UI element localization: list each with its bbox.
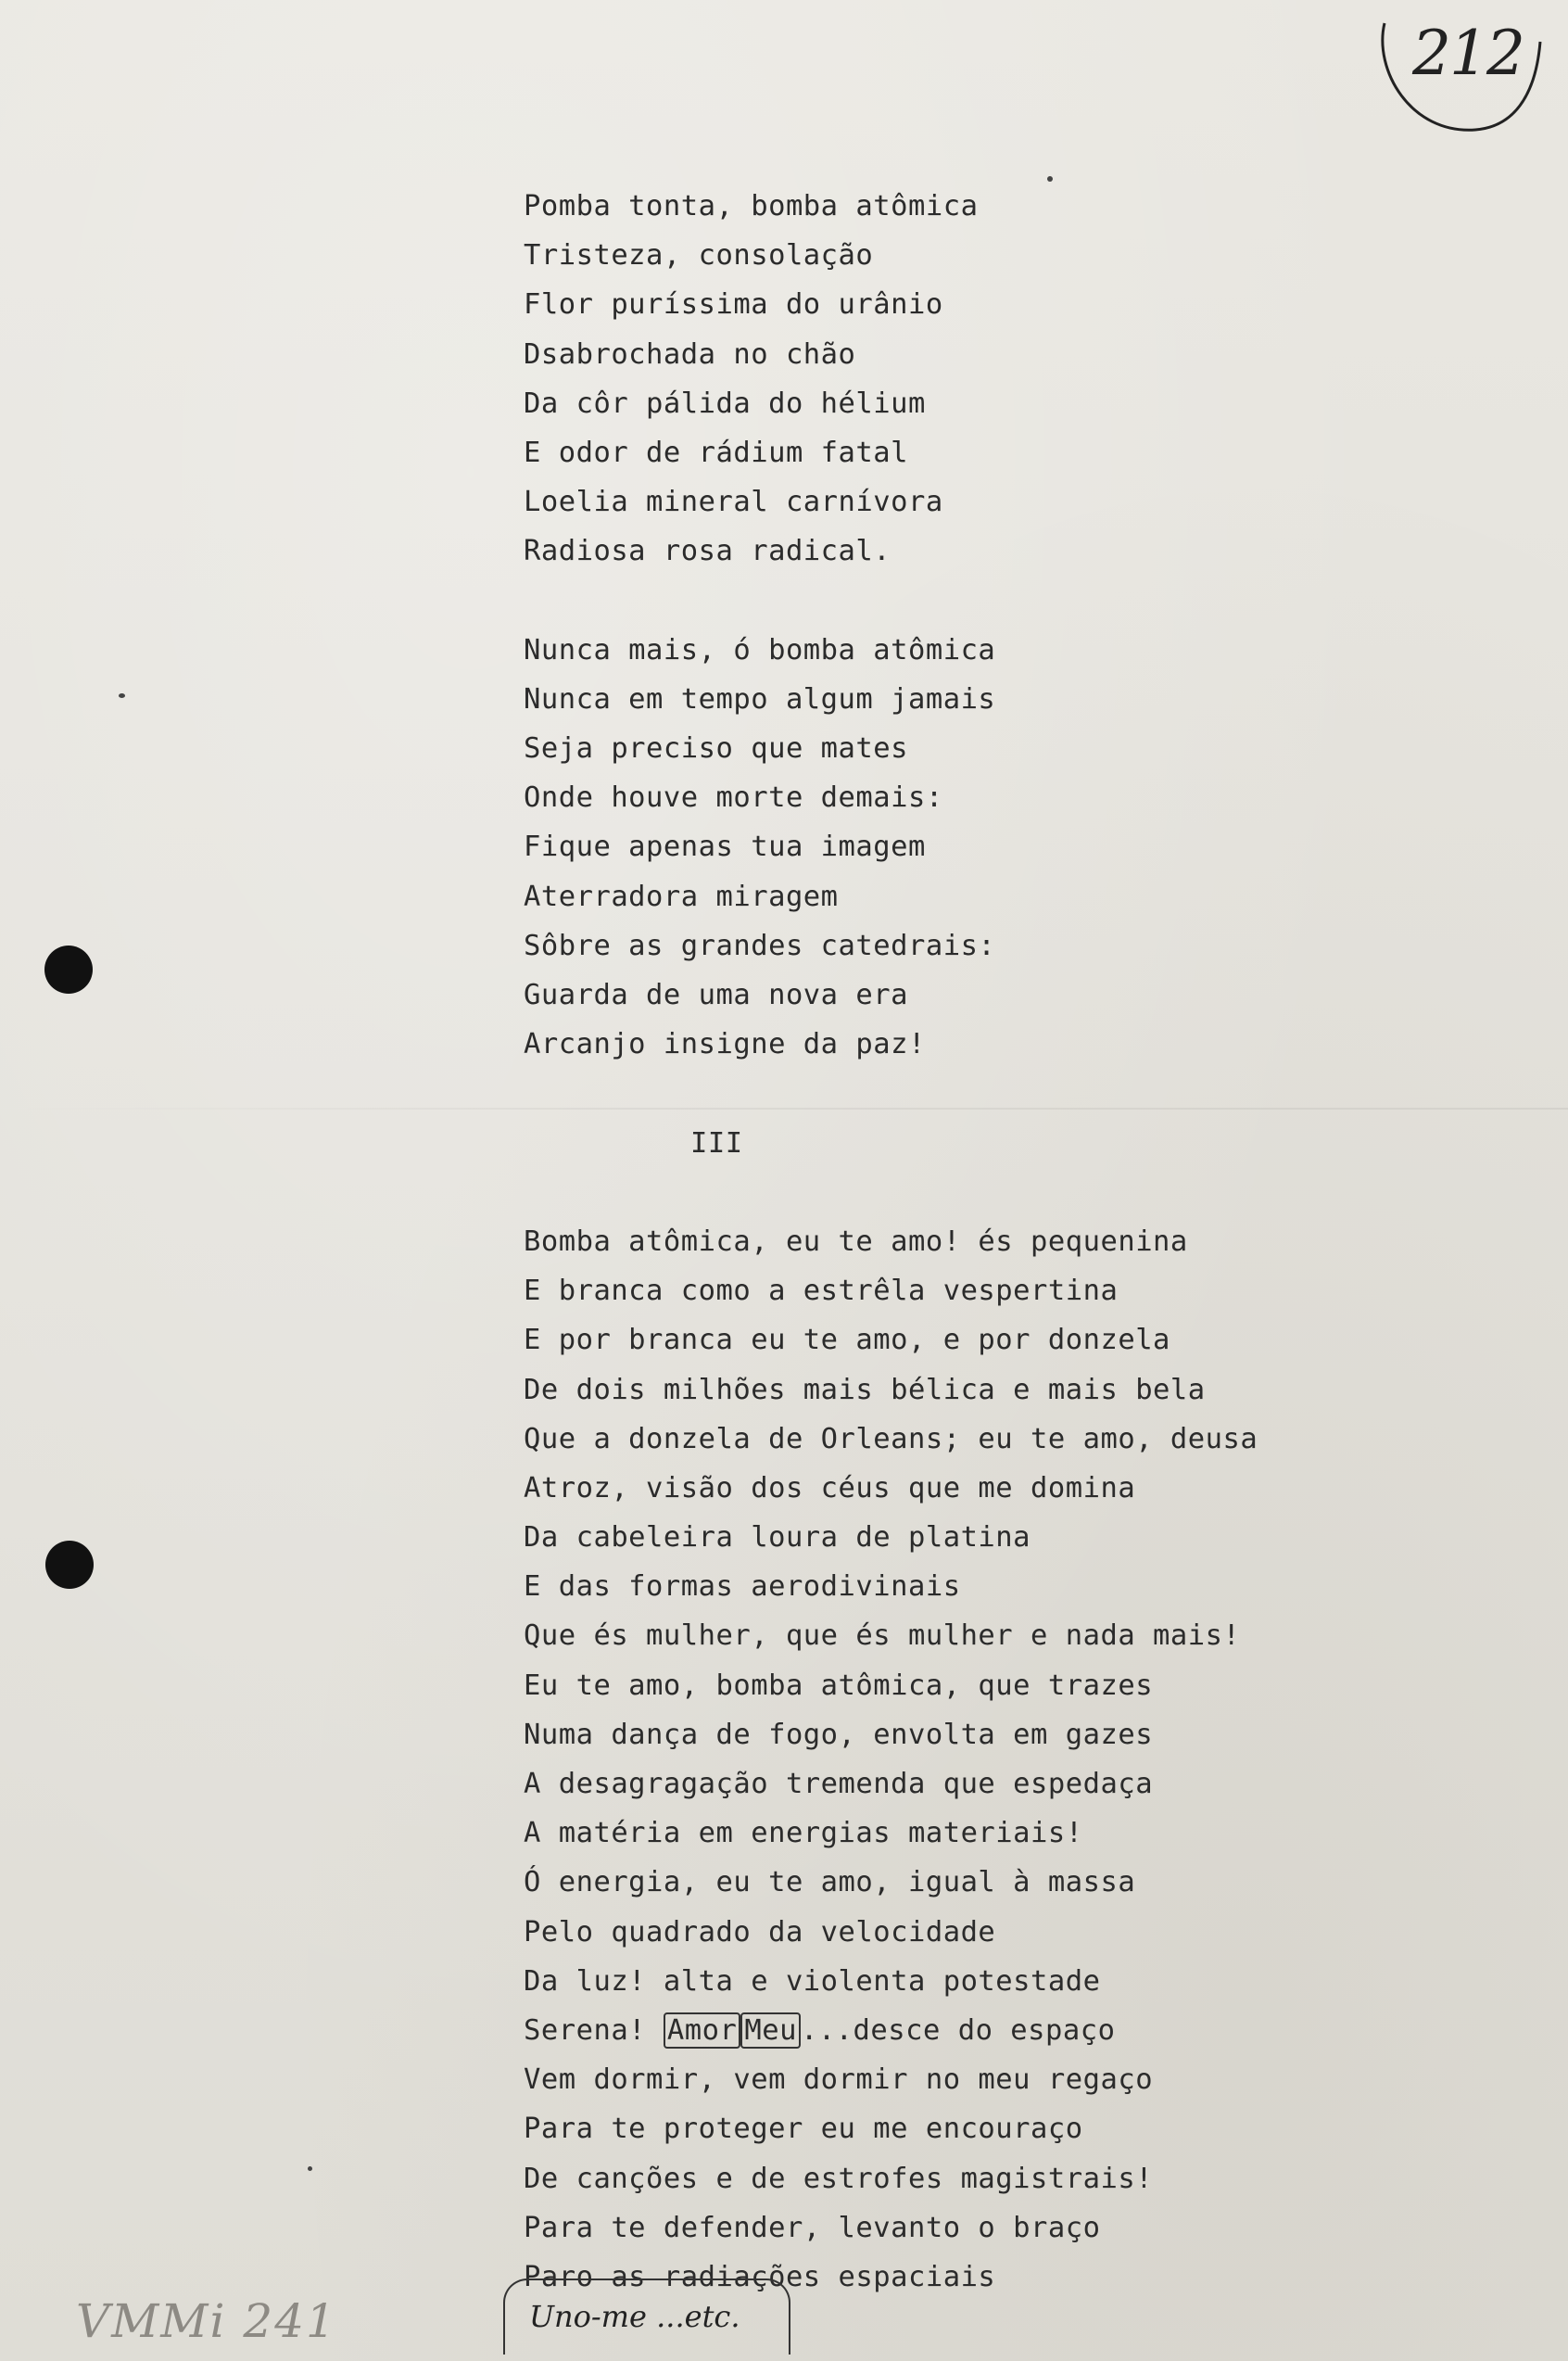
tail-note-text: Uno-me ...etc. xyxy=(529,2299,740,2334)
poem-line: Seja preciso que mates xyxy=(524,732,908,766)
poem-line: E das formas aerodivinais xyxy=(524,1570,961,1604)
section-3-stanza xyxy=(524,1217,1450,2302)
poem-line: E branca como a estrêla vespertina xyxy=(524,1275,1119,1308)
poem-line: Atroz, visão dos céus que me domina xyxy=(524,1471,1136,1504)
poem-line: Nunca mais, ó bomba atômica xyxy=(524,633,996,666)
poem-line: Eu te amo, bomba atômica, que trazes xyxy=(524,1669,1154,1702)
poem-line: Fique apenas tua imagem xyxy=(524,831,926,864)
poem-line: Onde houve morte demais: xyxy=(524,781,943,815)
stanza-1 xyxy=(524,182,1450,577)
handwritten-tail-note xyxy=(503,2278,790,2355)
poem-line: Tristeza, consolação xyxy=(524,239,874,273)
poem-line: E por branca eu te amo, e por donzela xyxy=(524,1324,1170,1357)
handwritten-box-amor: Amor xyxy=(664,2012,740,2049)
poem-line: Nunca em tempo algum jamais xyxy=(524,682,996,716)
poem-line: Aterradora miragem xyxy=(524,880,839,913)
page-number: 212 xyxy=(1412,18,1524,89)
stanza-2 xyxy=(524,626,1450,1070)
poem-line: Que a donzela de Orleans; eu te amo, deusa xyxy=(524,1422,1258,1455)
poem-line: A matéria em energias materiais! xyxy=(524,1817,1083,1850)
poem-line: Para te defender, levanto o braço xyxy=(524,2211,1101,2244)
poem-line: Bomba atômica, eu te amo! és pequenina xyxy=(524,1225,1188,1258)
poem-line: Pomba tonta, bomba atômica xyxy=(524,190,979,222)
poem-line: Flor puríssima do urânio xyxy=(524,288,943,322)
poem-line: Da cabeleira loura de platina xyxy=(524,1521,1031,1555)
poem-line: Vem dormir, vem dormir no meu regaço xyxy=(524,2063,1154,2097)
poem-line: Loelia mineral carnívora xyxy=(524,486,943,519)
poem-line: Paro as radiações espaciais xyxy=(524,2260,996,2293)
boxed-line-prefix: Serena! xyxy=(524,2013,664,2047)
poem-line: Da luz! alta e violenta potestade xyxy=(524,1964,1101,1998)
ink-speck xyxy=(119,693,125,698)
ink-speck xyxy=(308,2166,312,2171)
section-heading: III xyxy=(690,1126,743,1160)
stanza-gap xyxy=(524,1069,1450,1118)
poem-line: Sôbre as grandes catedrais: xyxy=(524,929,996,962)
archive-code: VMMi 241 xyxy=(76,2294,337,2348)
poem-line: Numa dança de fogo, envolta em gazes xyxy=(524,1718,1154,1751)
poem-line: Da côr pálida do hélium xyxy=(524,387,926,420)
poem-line-boxed xyxy=(524,2006,1450,2055)
poem-line: Dsabrochada no chão xyxy=(524,337,856,371)
punch-hole-upper xyxy=(44,946,93,994)
poem-line: De dois milhões mais bélica e mais bela xyxy=(524,1373,1206,1406)
poem-line: De canções e de estrofes magistrais! xyxy=(524,2162,1154,2195)
poem-line: E odor de rádium fatal xyxy=(524,436,908,469)
poem-line: Radiosa rosa radical. xyxy=(524,535,891,568)
boxed-line-suffix: ...desce do espaço xyxy=(800,2013,1116,2047)
poem-line: Que és mulher, que és mulher e nada mais! xyxy=(524,1619,1241,1653)
page-number-annotation xyxy=(1373,5,1545,134)
poem-line: Arcanjo insigne da paz! xyxy=(524,1028,926,1061)
punch-hole-lower xyxy=(45,1541,94,1589)
stanza-gap xyxy=(524,577,1450,626)
poem-line: Para te proteger eu me encouraço xyxy=(524,2113,1083,2146)
poem-line: Guarda de uma nova era xyxy=(524,979,908,1011)
poem-line: Ó energia, eu te amo, igual à massa xyxy=(524,1866,1136,1899)
poem-line: A desagragação tremenda que espedaça xyxy=(524,1768,1154,1800)
handwritten-box-meu: Meu xyxy=(740,2012,801,2049)
stanza-gap xyxy=(524,1168,1450,1217)
poem-text xyxy=(524,182,1450,2302)
poem-line: Pelo quadrado da velocidade xyxy=(524,1915,996,1948)
